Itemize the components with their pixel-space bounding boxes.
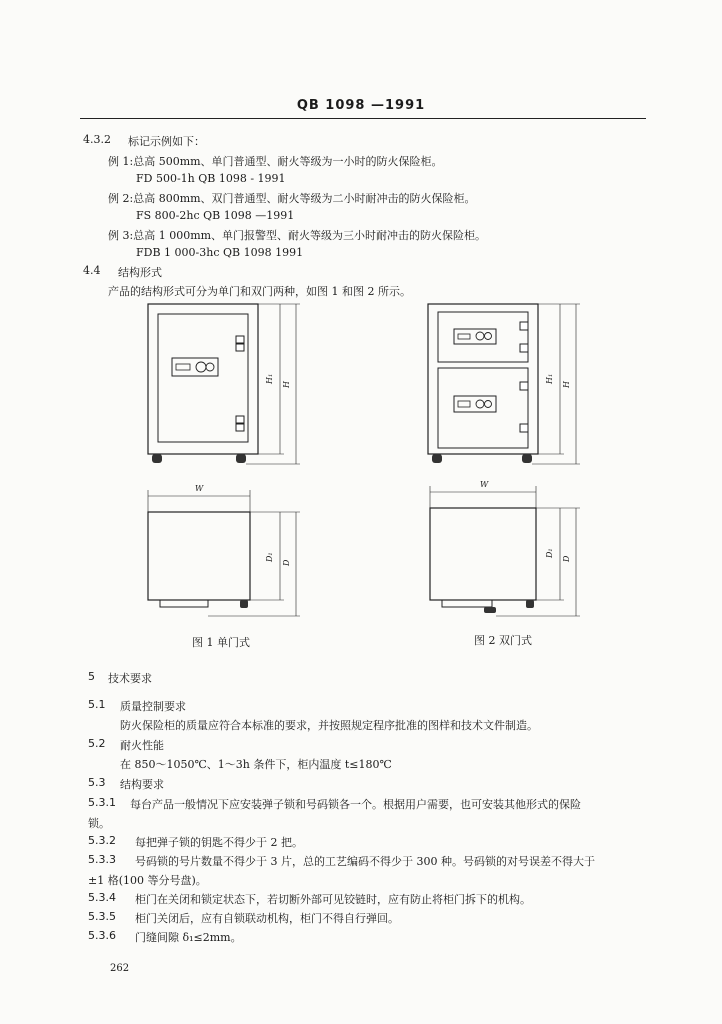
dimension-label-d1: D₁ (545, 548, 554, 558)
hinge-icon (236, 424, 244, 431)
hinge-icon (236, 336, 244, 343)
section-4-3-2-title: 标记示例如下： (128, 135, 205, 148)
keyhole-slot (176, 364, 190, 370)
keyhole-slot (458, 401, 470, 407)
base-frame (442, 600, 492, 607)
section-5-3-3-text-line2: ±1 格(100 等分号盘)。 (88, 874, 207, 887)
hinge-icon (236, 416, 244, 423)
figure-2-caption: 图 2 双门式 (474, 634, 532, 647)
figure-2-side-view (418, 478, 588, 628)
dimension-label-w: W (480, 480, 489, 489)
section-5-1-body: 防火保险柜的质量应符合本标准的要求，并按照规定程序批准的图样和技术文件制造。 (120, 719, 538, 732)
combination-dial-icon (206, 363, 214, 371)
combination-dial-icon (476, 400, 484, 408)
caster-wheel-icon (152, 454, 162, 463)
section-5-3-2-number: 5.3.2 (88, 834, 116, 847)
section-5-3-4-text: 柜门在关闭和锁定状态下，若切断外部可见铰链时，应有防止将柜门拆下的机构。 (135, 893, 531, 906)
dimension-label-w: W (195, 484, 204, 493)
section-5-3-title: 结构要求 (120, 778, 164, 791)
example-2-code: FS 800-2hc QB 1098 —1991 (136, 209, 295, 222)
section-5-2-body: 在 850～1050℃、1～3h 条件下，柜内温度 t≤180℃ (120, 758, 392, 771)
hinge-icon (520, 344, 528, 352)
header-rule (80, 118, 646, 119)
lower-door (438, 368, 528, 448)
section-4-3-2-number: 4.3.2 (83, 133, 111, 146)
section-5-title: 技术要求 (108, 672, 152, 685)
hinge-icon (520, 322, 528, 330)
hinge-icon (520, 424, 528, 432)
caster-wheel-icon (526, 600, 534, 608)
section-5-3-5-number: 5.3.5 (88, 910, 116, 923)
combination-dial-icon (485, 333, 492, 340)
section-4-4-title: 结构形式 (118, 266, 162, 279)
caster-wheel-icon (236, 454, 246, 463)
caster-wheel-icon (432, 454, 442, 463)
figure-2-front-view (418, 298, 588, 473)
figure-1-front-view (138, 298, 308, 473)
upper-door (438, 312, 528, 362)
section-5-1-title: 质量控制要求 (120, 700, 186, 713)
dimension-label-h: H (562, 381, 571, 388)
dimension-label-h1: H₁ (265, 373, 274, 384)
section-5-3-number: 5.3 (88, 776, 106, 789)
section-5-1-number: 5.1 (88, 698, 106, 711)
combination-dial-icon (196, 362, 206, 372)
section-5-3-1-text-line1: 每台产品一般情况下应安装弹子锁和号码锁各一个。根据用户需要，也可安装其他形式的保险 (130, 798, 581, 811)
section-5-2-title: 耐火性能 (120, 739, 164, 752)
cabinet-side (430, 508, 536, 600)
section-5-3-2-text: 每把弹子锁的钥匙不得少于 2 把。 (135, 836, 303, 849)
hinge-icon (520, 382, 528, 390)
keyhole-slot (458, 334, 470, 339)
example-2-text: 例 2:总高 800mm、双门普通型、耐火等级为二小时耐冲击的防火保险柜。 (108, 192, 476, 205)
section-5-3-1-number: 5.3.1 (88, 796, 116, 809)
section-5-3-5-text: 柜门关闭后，应有自锁联动机构，柜门不得自行弹回。 (135, 912, 399, 925)
caster-wheel-icon (484, 607, 496, 613)
dimension-label-h1: H₁ (545, 373, 554, 384)
section-4-4-number: 4.4 (83, 264, 101, 277)
example-1-code: FD 500-1h QB 1098 - 1991 (136, 172, 286, 185)
example-3-code: FDB 1 000-3hc QB 1098 1991 (136, 246, 304, 259)
figure-1-caption: 图 1 单门式 (192, 636, 250, 649)
example-3-text: 例 3:总高 1 000mm、单门报警型、耐火等级为三小时耐冲击的防火保险柜。 (108, 229, 487, 242)
cabinet-side (148, 512, 250, 600)
lock-panel (454, 329, 496, 344)
page-number: 262 (110, 963, 130, 974)
cabinet-door (158, 314, 248, 442)
base-frame (160, 600, 208, 607)
section-5-3-4-number: 5.3.4 (88, 891, 116, 904)
lock-panel (172, 358, 218, 376)
section-5-number: 5 (88, 670, 95, 683)
section-5-3-6-text: 门缝间隙 δ₁≤2mm。 (135, 931, 242, 944)
lock-panel (454, 396, 496, 412)
example-1-text: 例 1:总高 500mm、单门普通型、耐火等级为一小时的防火保险柜。 (108, 155, 443, 168)
section-5-3-6-number: 5.3.6 (88, 929, 116, 942)
dimension-label-h: H (282, 381, 291, 388)
combination-dial-icon (485, 401, 492, 408)
combination-dial-icon (476, 332, 484, 340)
section-5-3-1-text-line2: 锁。 (88, 817, 110, 830)
hinge-icon (236, 344, 244, 351)
figure-1-side-view (138, 478, 308, 628)
section-5-3-3-number: 5.3.3 (88, 853, 116, 866)
caster-wheel-icon (240, 600, 248, 608)
standard-code-header: QB 1098 —1991 (296, 98, 426, 113)
dimension-label-d: D (562, 555, 571, 562)
dimension-label-d: D (282, 559, 291, 566)
section-5-2-number: 5.2 (88, 737, 106, 750)
section-4-4-body: 产品的结构形式可分为单门和双门两种，如图 1 和图 2 所示。 (108, 285, 411, 298)
caster-wheel-icon (522, 454, 532, 463)
section-5-3-3-text-line1: 号码锁的号片数量不得少于 3 片，总的工艺编码不得少于 300 种。号码锁的对号误差不得大于 (135, 855, 595, 868)
dimension-label-d1: D₁ (265, 552, 274, 562)
